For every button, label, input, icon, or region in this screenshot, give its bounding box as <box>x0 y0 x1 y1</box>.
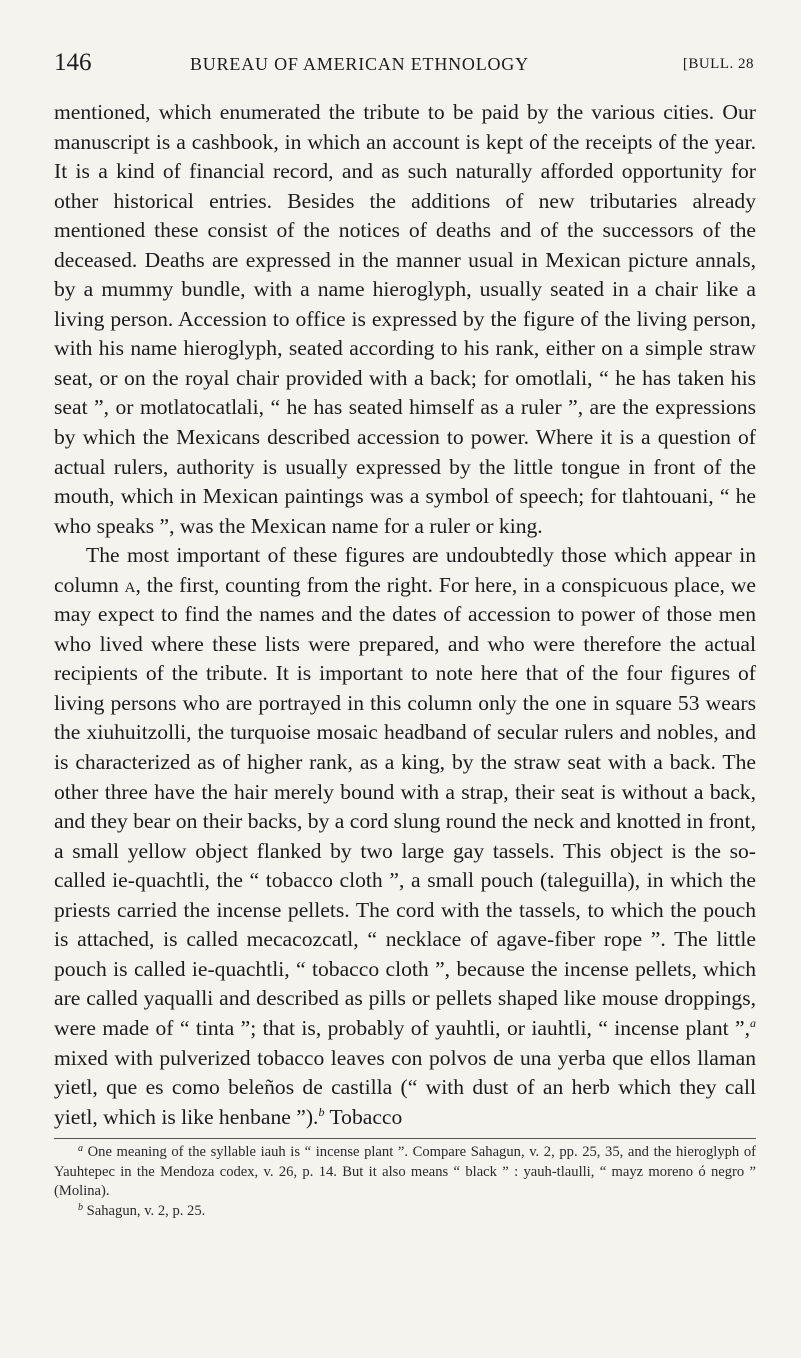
paragraph-1: mentioned, which enumerated the tribute to be paid by the various cities. Our manuscript is a cashbook, in which an account is kept of the receipts of the year. It is a kind of financial record, and as such naturally afforded opportunity for other historical entries. Besides the additions of new tributaries already mentioned these consist of the notices of deaths and of the successors of the deceased. Deaths are expressed in the manner usual in Mexican picture annals, by a mummy bundle, with a name hieroglyph, usually seated in a chair like a living person. Accession to office is expressed by the figure of the living person, with his name hieroglyph, seated according to his rank, either on a simple straw seat, or on the royal chair provided with a back; for omotlali, “ he has taken his seat ”, or motlatocatlali, “ he has seated himself as a ruler ”, are the expressions by which the Mexicans described accession to power. Where it is a question of actual rulers, authority is usually expressed by the little tongue in front of the mouth, which in Mexican paintings was a symbol of speech; for tlahtouani, “ he who speaks ”, was the Mexican name for a ruler or king. <box>54 100 756 538</box>
paragraph-2-text-end: Tobacco <box>324 1104 403 1129</box>
footnote-ref-a: a <box>750 1015 756 1030</box>
page <box>54 48 756 1221</box>
footnote-a-text: One meaning of the syllable iauh is “ incense plant ”. Compare Sahagun, v. 2, pp. 25, 35, and the hieroglyph of Yauhtepec in the Mendoza codex, v. 26, p. 14. But it also means “ black ” : yauh-tlaulli, “ mayz moreno ó negro ” (Molina). <box>54 1144 756 1200</box>
paragraph-2-text-middle: mixed with pulverized tobacco leaves con polvos de una yerba que ellos llaman yietl, que es como beleños de castilla (“ with dust of an herb which they call yietl, which is like henbane ”). <box>54 1045 756 1129</box>
footnote-b-text: Sahagun, v. 2, p. 25. <box>86 1202 206 1219</box>
footnote-ref-b: b <box>318 1104 325 1119</box>
footnote-divider <box>54 1138 756 1139</box>
column-letter: a <box>124 572 136 597</box>
page-number: 146 <box>54 49 92 76</box>
running-head <box>54 48 756 88</box>
footnotes <box>54 1143 756 1221</box>
paragraph-2 <box>54 541 756 1132</box>
footnote-b <box>54 1202 756 1222</box>
footnote-a <box>54 1143 756 1202</box>
footnote-b-mark: b <box>78 1201 83 1213</box>
running-title: BUREAU OF AMERICAN ETHNOLOGY <box>190 54 529 74</box>
body-text <box>54 98 756 1132</box>
bulletin-reference: [BULL. 28 <box>682 56 754 72</box>
paragraph-2-text-start: The most important of these figures are undoubtedly those which appear in column <box>54 543 756 597</box>
footnote-a-mark: a <box>78 1143 83 1155</box>
paragraph-2-text-main: , the first, counting from the right. For here, in a conspicuous place, we may expect to find the names and the dates of accession to power of those men who lived where these lists were prepared, and who were therefore the actual recipients of the tribute. It is important to note here that of the four figures of living persons who are portrayed in this column only the one in square 53 wears the xiuhuitzolli, the turquoise mosaic headband of secular rulers and nobles, and is characterized as of higher rank, as a king, by the straw seat with a back. The other three have the hair merely bound with a strap, their seat is without a back, and they bear on their backs, by a cord slung round the neck and knotted in front, a small yellow object flanked by two large gay tassels. This object is the so-called ie-quachtli, the “ tobacco cloth ”, a small pouch (taleguilla), in which the priests carried the incense pellets. The cord with the tassels, to which the pouch is attached, is called mecacozcatl, “ necklace of agave-fiber rope ”. The little pouch is called ie-quachtli, “ tobacco cloth ”, because the incense pellets, which are called yaqualli and described as pills or pellets shaped like mouse droppings, were made of “ tinta ”; that is, probably of yauhtli, or iauhtli, “ incense plant ”, <box>54 572 757 1040</box>
